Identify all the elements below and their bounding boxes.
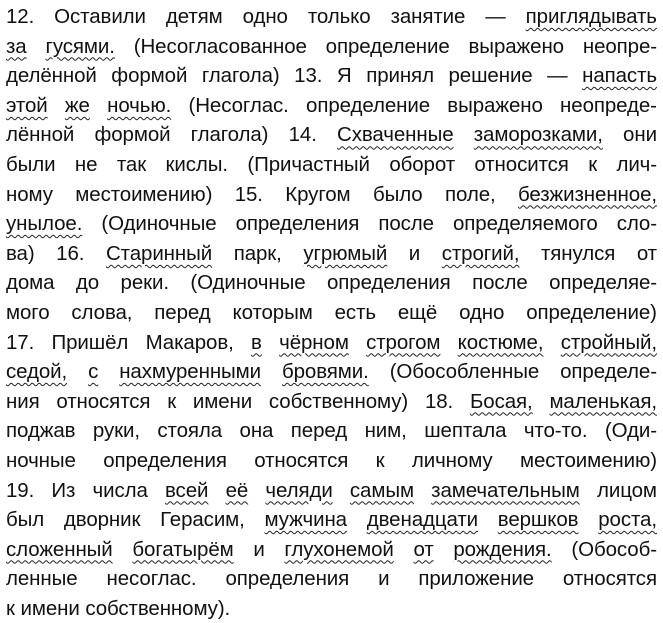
- word: (Одиночные: [190, 271, 306, 295]
- word: числа: [92, 478, 148, 502]
- word: Из: [51, 478, 76, 502]
- text-line: [6, 239, 657, 269]
- word: формой: [111, 64, 188, 88]
- text-line: [6, 150, 657, 180]
- word: перед: [290, 419, 348, 443]
- underlined-word: ночью.: [107, 93, 172, 117]
- word: ещё: [397, 300, 438, 324]
- word: решение: [448, 64, 533, 88]
- underlined-word: гусями.: [45, 34, 115, 58]
- word: слова,: [71, 300, 133, 324]
- word: детям: [165, 5, 223, 28]
- word: был: [6, 508, 45, 532]
- word: личному: [411, 448, 493, 472]
- word: так: [116, 152, 147, 176]
- text-line: [6, 209, 657, 239]
- text-line: [6, 476, 657, 506]
- underlined-word: унылое.: [6, 212, 83, 236]
- underlined-word: напасть: [582, 64, 657, 88]
- word: ним,: [364, 419, 407, 443]
- word: неопре-: [582, 34, 657, 58]
- word: принял: [366, 64, 434, 88]
- underlined-word: двенадцати: [366, 508, 478, 532]
- underlined-word: приглядывать: [525, 5, 657, 28]
- word: имени: [192, 389, 253, 413]
- word: и: [408, 241, 421, 265]
- word: к: [6, 596, 15, 620]
- word: реки.: [120, 271, 169, 295]
- word: после: [472, 271, 528, 295]
- underlined-word: её: [225, 478, 249, 502]
- word: определяемого: [453, 212, 598, 236]
- word: 13.: [294, 64, 323, 88]
- word: к: [167, 389, 177, 413]
- word: дома: [6, 271, 55, 295]
- underlined-word: этой: [6, 93, 48, 117]
- word: делённой: [6, 64, 97, 88]
- underlined-word: всей: [165, 478, 209, 502]
- underlined-word: Старинный: [105, 241, 213, 265]
- text-line: [6, 61, 657, 91]
- word: (Оди-: [604, 419, 657, 443]
- word: лич-: [616, 152, 657, 176]
- word: собственному): [268, 389, 409, 413]
- word: дворник: [63, 508, 141, 532]
- underlined-word: нахмуренными: [119, 360, 262, 384]
- word: она: [239, 419, 274, 443]
- word: поджав: [6, 419, 76, 443]
- underlined-word: заморозками,: [473, 123, 603, 147]
- word: ния: [6, 389, 40, 413]
- word: имени: [20, 596, 80, 620]
- word: ному: [6, 182, 53, 206]
- word: занятие: [390, 5, 466, 28]
- word: мого: [6, 300, 50, 324]
- underlined-word: строгом: [366, 330, 441, 354]
- text-line: [6, 446, 657, 476]
- word: (Несоглас.: [188, 93, 289, 117]
- word: и: [378, 567, 390, 591]
- word: оборот: [389, 152, 455, 176]
- word: определяе-: [549, 271, 657, 295]
- word: 19.: [6, 478, 35, 502]
- underlined-word: сложенный: [6, 537, 113, 561]
- underlined-word: чёрном: [279, 330, 349, 354]
- word: (Одиночные: [101, 212, 217, 236]
- word: определение: [306, 93, 431, 117]
- underlined-word: с: [88, 360, 99, 384]
- word: 16.: [56, 241, 85, 265]
- word: —: [485, 5, 506, 28]
- word: 18.: [424, 389, 454, 413]
- word: определение: [325, 34, 450, 58]
- word: относятся: [56, 389, 151, 413]
- word: формой: [94, 123, 171, 147]
- word: Макаров,: [145, 330, 234, 354]
- underlined-word: богатырём: [132, 537, 234, 561]
- text-line: [6, 387, 657, 417]
- underlined-word: мужчина: [264, 508, 347, 532]
- word: после: [378, 212, 434, 236]
- word: к: [588, 152, 598, 176]
- word: до: [75, 271, 100, 295]
- underlined-word: Схваченные: [337, 123, 454, 147]
- word: Я: [336, 64, 352, 88]
- word: кислы.: [165, 152, 228, 176]
- word: они: [623, 123, 657, 147]
- underlined-word: вершков: [497, 508, 579, 532]
- word: —: [547, 64, 568, 88]
- word: было: [372, 182, 423, 206]
- underlined-word: самым: [349, 478, 414, 502]
- underlined-word: костюме,: [457, 330, 544, 354]
- text-line: [6, 416, 657, 446]
- word: определение): [526, 300, 657, 324]
- word: (Причастный: [247, 152, 370, 176]
- underlined-word: угрюмый: [303, 241, 388, 265]
- underlined-word: рождения.: [453, 537, 552, 561]
- word: неопреде-: [560, 93, 657, 117]
- underlined-word: челяди: [265, 478, 333, 502]
- word: определения: [326, 271, 451, 295]
- underlined-word: стройный,: [560, 330, 657, 354]
- word: сло-: [616, 212, 657, 236]
- word: перед: [154, 300, 211, 324]
- word: шептала: [424, 419, 507, 443]
- word: относятся: [254, 448, 349, 472]
- underlined-word: роста,: [598, 508, 657, 532]
- text-line: [6, 91, 657, 121]
- word: что-то.: [523, 419, 588, 443]
- underlined-word: в: [251, 330, 262, 354]
- underlined-word: за: [6, 34, 27, 58]
- text-line: [6, 268, 657, 298]
- word: (Несогласованное: [133, 34, 307, 58]
- word: выражено: [468, 34, 564, 58]
- word: 14.: [288, 123, 317, 147]
- word: руки,: [92, 419, 140, 443]
- word: есть: [334, 300, 376, 324]
- text-line: [6, 298, 657, 328]
- word: Пришёл: [51, 330, 129, 354]
- text-line: [6, 180, 657, 210]
- text-line: [6, 357, 657, 387]
- underlined-word: безжизненное,: [517, 182, 657, 206]
- word: ва): [6, 241, 35, 265]
- word: 12.: [6, 5, 35, 28]
- word: 17.: [6, 330, 35, 354]
- word: определе-: [560, 360, 657, 384]
- word: тянулся: [541, 241, 616, 265]
- text-line: [6, 2, 657, 32]
- underlined-word: строгий,: [441, 241, 520, 265]
- word: только: [307, 5, 371, 28]
- word: ночные: [6, 448, 76, 472]
- text-line: [6, 32, 657, 62]
- word: глагола): [190, 123, 269, 147]
- word: Оставили: [54, 5, 146, 28]
- underlined-word: маленькая,: [549, 389, 657, 413]
- word: определения: [103, 448, 227, 472]
- word: определения: [225, 567, 350, 591]
- word: Герасим,: [160, 508, 245, 532]
- word: к: [375, 448, 385, 472]
- word: были: [6, 152, 56, 176]
- word: одно: [459, 300, 505, 324]
- text-line: [6, 120, 657, 150]
- word: одно: [242, 5, 288, 28]
- word: ленные: [6, 567, 78, 591]
- word: собственному).: [85, 596, 231, 620]
- word: местоимению): [75, 182, 213, 206]
- word: выражено: [447, 93, 543, 117]
- underlined-word: же: [64, 93, 90, 117]
- word: (Обособленные: [389, 360, 540, 384]
- word: глагола): [201, 64, 280, 88]
- word: несоглас.: [106, 567, 197, 591]
- word: поле,: [444, 182, 496, 206]
- word: от: [636, 241, 657, 265]
- underlined-word: бровями.: [281, 360, 369, 384]
- text-line: [6, 505, 657, 535]
- word: которым: [232, 300, 313, 324]
- word: местоимению): [519, 448, 657, 472]
- word: стояла: [157, 419, 223, 443]
- word: 15.: [234, 182, 263, 206]
- word: лицом: [596, 478, 657, 502]
- word: приложение: [418, 567, 534, 591]
- underlined-word: Босая,: [469, 389, 533, 413]
- text-line: [6, 594, 657, 623]
- word: не: [74, 152, 98, 176]
- word: определения: [235, 212, 360, 236]
- text-line: [6, 535, 657, 565]
- underlined-word: от: [413, 537, 434, 561]
- text-line: [6, 564, 657, 594]
- word: относятся: [562, 567, 657, 591]
- text-line: [6, 328, 657, 358]
- word: и: [253, 537, 265, 561]
- word: парк,: [233, 241, 282, 265]
- underlined-word: глухонемой: [284, 537, 394, 561]
- underlined-word: замечательным: [431, 478, 580, 502]
- word: относится: [474, 152, 569, 176]
- word: (Обособ-: [571, 537, 657, 561]
- word: лённой: [6, 123, 75, 147]
- word: Кругом: [285, 182, 351, 206]
- underlined-word: седой,: [6, 360, 68, 384]
